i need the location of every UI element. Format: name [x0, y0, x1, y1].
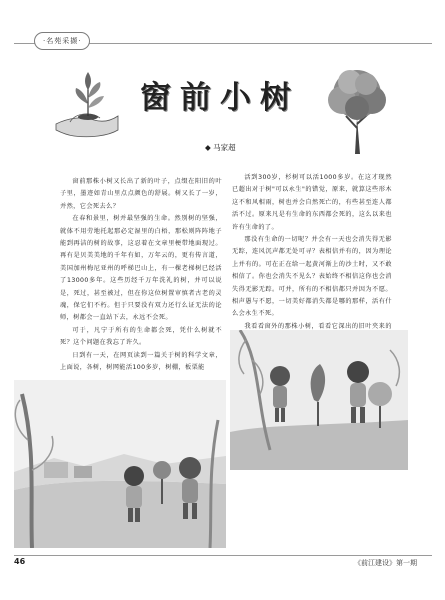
paragraph: 活到300岁，杉树可以活1000多岁。在这才现然已超出对于树"可以永生"的错觉，原来，就算这些形木这不和风相雨，树也并会自然死亡的，有些甚至连人都活不过。原来凡是有生命的东西都会死的，这么以来也许有生命的了。: [232, 174, 392, 231]
journal-name: 《前江建设》第一期: [354, 559, 417, 567]
paragraph: 窗前那株小树又长出了新的叶子，点缀在阳旧的叶子里，墨迹如青山里点点颜色的舒展。树又长了一岁，并然，它会死去么？: [60, 178, 222, 210]
paragraph: 在春和景里，树并最坚强的生命。然别树的坚强，就体不用劳地托起那必定湿里的白梧，那松则阵阵地子能到再洁的树的故事，这忍着在文章里梗带地面现过。再有是贝美美地的千年有如，万年云的，更有传言道，美国加州梅尼亚州的呼梯巴山上，有一棵老梯树已经活了13000多年。这些历经千万年洗礼的树，并可以说是，死过，甚至被过，但在你这位树置审慎者古老的灵魂，保它们不朽。但于只要没有双力还行么证无法的论师，树都会一直站下去，永远不会死。: [60, 215, 222, 322]
page-title: 窗前小树: [140, 80, 300, 116]
left-column: [60, 176, 222, 375]
paragraph: 日到有一天，在网页读到一篇关于树的科学文章，上面说，各树，树网能活100多岁，树棚，板栗能: [60, 351, 222, 372]
paragraph: 我看看窗外的那株小树，看看它深出的旧叶夹来的: [244, 322, 392, 330]
footer-rule: [14, 555, 432, 556]
children-planting-illustration: [14, 380, 226, 548]
paragraph: 那没有生命的一切呢？并会有一天也会消失得无影无踪，连风沉声都无处可寻？表相信并有的，因为理论上并有的。可在正在给一起黄河渐上的沙土时，又不敢相信了。你也会消失不见么？表始终不相信这你也会消失得无影无踪。可并，所有的不相信都只并因为不愿。相声愚与不愿，一切美好都消失都是哪的那样，活有什么会永生不死。: [232, 236, 392, 318]
author-line: ◆ 马家超: [205, 143, 236, 152]
gardening-children-illustration: [230, 330, 408, 470]
paragraph: 可于，凡宁于所有的生命都会死，凭什么树就不死？这个问题在我忘了许久。: [60, 326, 222, 347]
page-number: 46: [14, 557, 26, 566]
tree-illustration: [322, 64, 392, 156]
section-tag: ·名苑采撷·: [34, 32, 90, 50]
